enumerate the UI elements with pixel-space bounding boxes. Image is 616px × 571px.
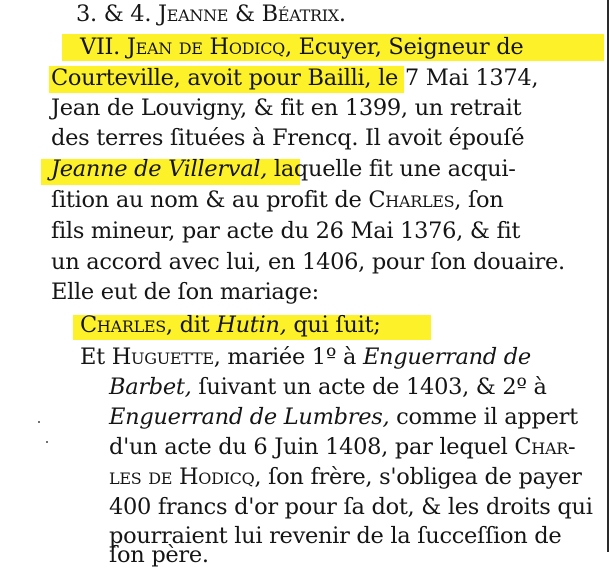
line-terres xyxy=(51,124,524,152)
line-son-pere xyxy=(109,541,209,569)
line-acquisition xyxy=(51,186,504,214)
title-text: Ecuyer, Seigneur de xyxy=(298,34,524,60)
body-text: d'un acte du 6 Juin 1408, par lequel xyxy=(109,434,508,460)
ink-speck xyxy=(38,421,40,423)
body-text: des terres ſituées à Frencq. Il avoit épouſé xyxy=(51,125,525,151)
body-text: 400 francs d'or pour ſa dot, & les droits qui xyxy=(109,494,593,520)
body-text: le 7 Mai 1374, xyxy=(378,65,539,91)
body-text: fils mineur, par acte du 26 Mai 1376, & fit xyxy=(51,218,521,244)
second-husband-name: Enguerrand de Lumbres, xyxy=(109,404,390,430)
person-name-hodicq: les de Hodicq, xyxy=(109,464,262,490)
body-text: comme il appert xyxy=(396,404,578,430)
nickname: Hutin, xyxy=(216,312,287,338)
body-text: ſuivant un acte de 1403, & 2º à xyxy=(198,374,547,400)
line-huguette xyxy=(80,343,531,371)
husband-name: Enguerrand de xyxy=(362,344,531,370)
ink-speck xyxy=(46,441,48,443)
body-text: laquelle fit une acqui- xyxy=(273,156,516,182)
line-barbet xyxy=(109,373,547,401)
line-jeanne-de-villerval xyxy=(51,155,516,183)
line-fils-mineur xyxy=(51,217,520,245)
highlighted-text: Courteville, avoit pour Bailli, xyxy=(51,65,372,91)
person-name-huguette: Huguette, xyxy=(111,344,221,370)
line-acte-juin xyxy=(109,433,575,461)
line-accord xyxy=(51,248,565,276)
generation-numeral: VII. xyxy=(80,34,120,60)
body-text: Jean de Louvigny, & fit en 1399, un retrait xyxy=(51,95,522,121)
body-text: Elle eut de ſon mariage: xyxy=(51,279,319,305)
line-louvigny xyxy=(51,94,521,122)
husband-name: Barbet, xyxy=(109,374,192,400)
line-charles-hutin xyxy=(80,311,381,339)
person-name-charles: Charles, xyxy=(368,187,462,213)
body-text: pourraient lui revenir de la ſucceſſion de xyxy=(109,523,562,549)
body-text: un accord avec lui, en 1406, pour ſon douaire. xyxy=(51,249,565,275)
line-hodicq-frere xyxy=(109,463,582,491)
body-text: ſition au nom & au profit de xyxy=(51,187,362,213)
body-text: ſon xyxy=(468,187,504,213)
line-francs xyxy=(109,493,593,521)
person-name-charles: Char- xyxy=(514,434,576,460)
body-text: mariée 1º à xyxy=(227,344,357,370)
line-courteville xyxy=(51,64,538,92)
body-text: ſon frère, s'obligea de payer xyxy=(268,464,582,490)
right-margin-rule xyxy=(607,0,609,552)
body-text: Et xyxy=(80,344,105,370)
body-text: dit xyxy=(179,312,210,338)
line-3-4-jeanne-beatrix xyxy=(76,0,346,28)
body-text: qui ſuit; xyxy=(293,312,381,338)
body-text: ſon père. xyxy=(109,542,209,568)
line-lumbres xyxy=(109,403,578,431)
person-name-charles: Charles, xyxy=(80,312,173,338)
person-name-jean-de-hodicq: Jean de Hodicq, xyxy=(126,34,292,60)
heading-names: Jeanne & Béatrix. xyxy=(158,1,346,27)
line-vii-heading xyxy=(80,33,523,61)
list-number: 3. & 4. xyxy=(76,1,152,27)
spouse-name: Jeanne de Villerval, xyxy=(51,156,268,182)
line-mariage xyxy=(51,278,319,306)
